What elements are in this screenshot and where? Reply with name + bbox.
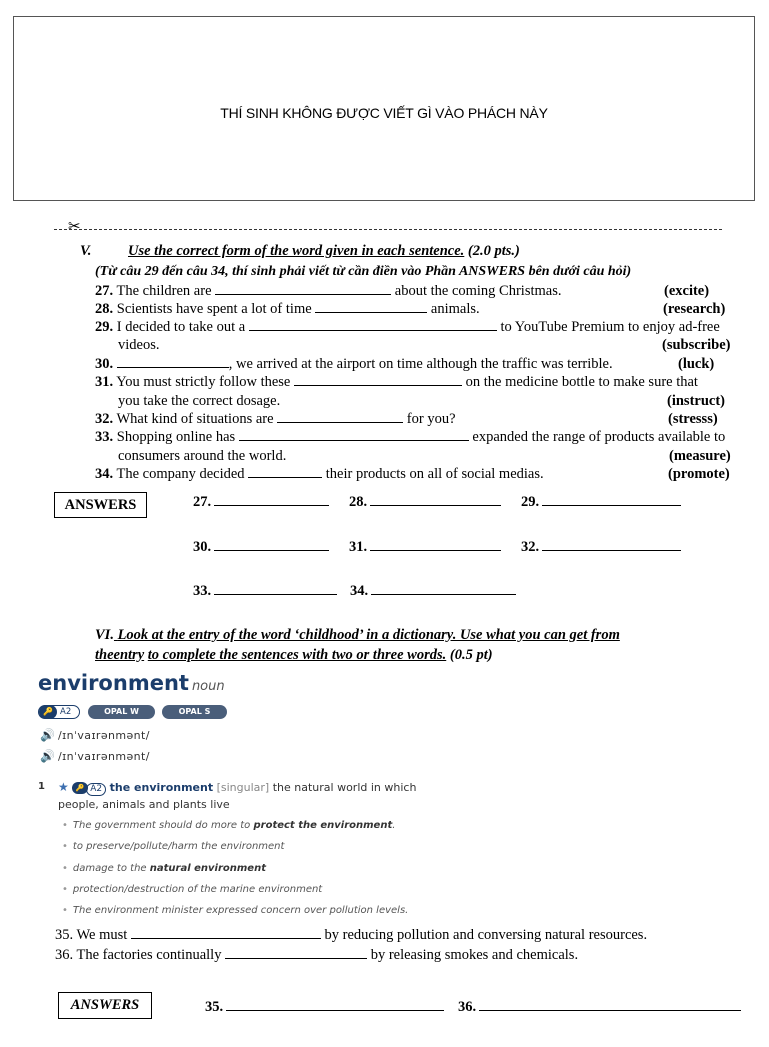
hint-33: (measure) [669, 448, 731, 464]
blank[interactable] [117, 356, 229, 368]
section-vi-title-line2: theentry to complete the sentences with two or three words. (0.5 pt) [95, 647, 493, 663]
answer-slot-32: 32. [521, 538, 681, 556]
answer-slot-33: 33. [193, 582, 337, 600]
dict-headword: environment noun [38, 671, 225, 695]
hint-29: (subscribe) [662, 337, 731, 353]
answers-box: ANSWERS [54, 492, 147, 518]
question-31: 31. You must strictly follow these on the medicine bottle to make sure that [95, 374, 698, 390]
cut-line [54, 229, 722, 230]
question-33: 33. Shopping online has expanded the range of products available to [95, 429, 726, 445]
hint-34: (promote) [668, 466, 730, 482]
blank[interactable] [315, 301, 427, 313]
pron-uk: 🔊 /ɪnˈvaɪrənmənt/ [40, 728, 150, 742]
dict-pos: noun [191, 679, 225, 694]
question-34: 34. The company decided their products on all of social medias. [95, 466, 544, 482]
opal-s-tag[interactable]: OPAL S [162, 705, 227, 719]
oxford-3000-badge [38, 705, 80, 719]
question-30: 30. , we arrived at the airport on time although the traffic was terrible. [95, 356, 613, 372]
answer-slot-34: 34. [350, 582, 516, 600]
scissors-icon: ✂ [68, 217, 81, 235]
section-v-title: Use the correct form of the word given in each sentence. (2.0 pts.) [128, 243, 520, 259]
hint-27: (excite) [664, 283, 710, 299]
hint-32: (stresss) [668, 411, 718, 427]
dict-example: • damage to the natural environment [62, 863, 266, 874]
blank[interactable] [294, 374, 462, 386]
dict-example: • The government should do more to protect the environment. [62, 820, 396, 831]
blank[interactable] [277, 411, 403, 423]
level-label: A2 [60, 707, 72, 717]
answer-slot-28: 28. [349, 493, 501, 511]
blank[interactable] [225, 947, 367, 959]
dict-example: • protection/destruction of the marine environment [62, 884, 323, 895]
question-28: 28. Scientists have spent a lot of time animals. [95, 301, 480, 317]
opal-w-tag[interactable]: OPAL W [88, 705, 155, 719]
question-36: 36. The factories continually by releasing smokes and chemicals. [55, 947, 579, 963]
question-33-cont: consumers around the world. [118, 448, 287, 464]
hint-28: (research) [663, 301, 726, 317]
question-32: 32. What kind of situations are for you? [95, 411, 456, 427]
header-box [13, 16, 755, 201]
speaker-icon[interactable]: 🔊 [40, 749, 56, 763]
question-27: 27. The children are about the coming Christmas. [95, 283, 562, 299]
blank[interactable] [248, 466, 322, 478]
dict-example: • The environment minister expressed concern over pollution levels. [62, 905, 409, 916]
pron-us: 🔊 /ɪnˈvaɪrənmənt/ [40, 749, 150, 763]
dict-example: • to preserve/pollute/harm the environment [62, 841, 285, 852]
hint-31: (instruct) [667, 393, 725, 409]
section-v-instruction: (Từ câu 29 đến câu 34, thí sinh phải viết từ cần điền vào Phần ANSWERS bên dưới câu hỏi) [95, 264, 632, 279]
answer-slot-27: 27. [193, 493, 329, 511]
header-notice: THÍ SINH KHÔNG ĐƯỢC VIẾT GÌ VÀO PHÁCH NÀY [220, 105, 548, 121]
question-29: 29. I decided to take out a to YouTube Premium to enjoy ad-free [95, 319, 720, 335]
question-31-cont: you take the correct dosage. [118, 393, 281, 409]
blank[interactable] [215, 283, 391, 295]
section-vi-title-line1: VI. Look at the entry of the word ‘childhood’ in a dictionary. Use what you can get from [95, 627, 620, 643]
answer-slot-36: 36. [458, 998, 741, 1016]
sense-number: 1 [38, 781, 45, 792]
question-35: 35. We must by reducing pollution and conversing natural resources. [55, 927, 648, 943]
sense-level: A2 [86, 783, 106, 796]
oxford-3000-icon: 🔑 [72, 782, 88, 794]
star-icon: ★ [58, 780, 69, 794]
oxford-3000-icon: 🔑 [39, 705, 57, 719]
answer-slot-30: 30. [193, 538, 329, 556]
answers-box: ANSWERS [58, 992, 152, 1019]
section-v-number: V. [80, 243, 92, 259]
answer-slot-35: 35. [205, 998, 444, 1016]
speaker-icon[interactable]: 🔊 [40, 728, 56, 742]
blank[interactable] [239, 429, 469, 441]
answer-slot-29: 29. [521, 493, 681, 511]
sense-definition: ★ 🔑 A2 the environment [singular] the natural world in which people, animals and plants live [58, 780, 417, 811]
blank[interactable] [131, 927, 321, 939]
hint-30: (luck) [678, 356, 715, 372]
question-29-cont: videos. [118, 337, 160, 353]
answer-slot-31: 31. [349, 538, 501, 556]
blank[interactable] [249, 319, 497, 331]
